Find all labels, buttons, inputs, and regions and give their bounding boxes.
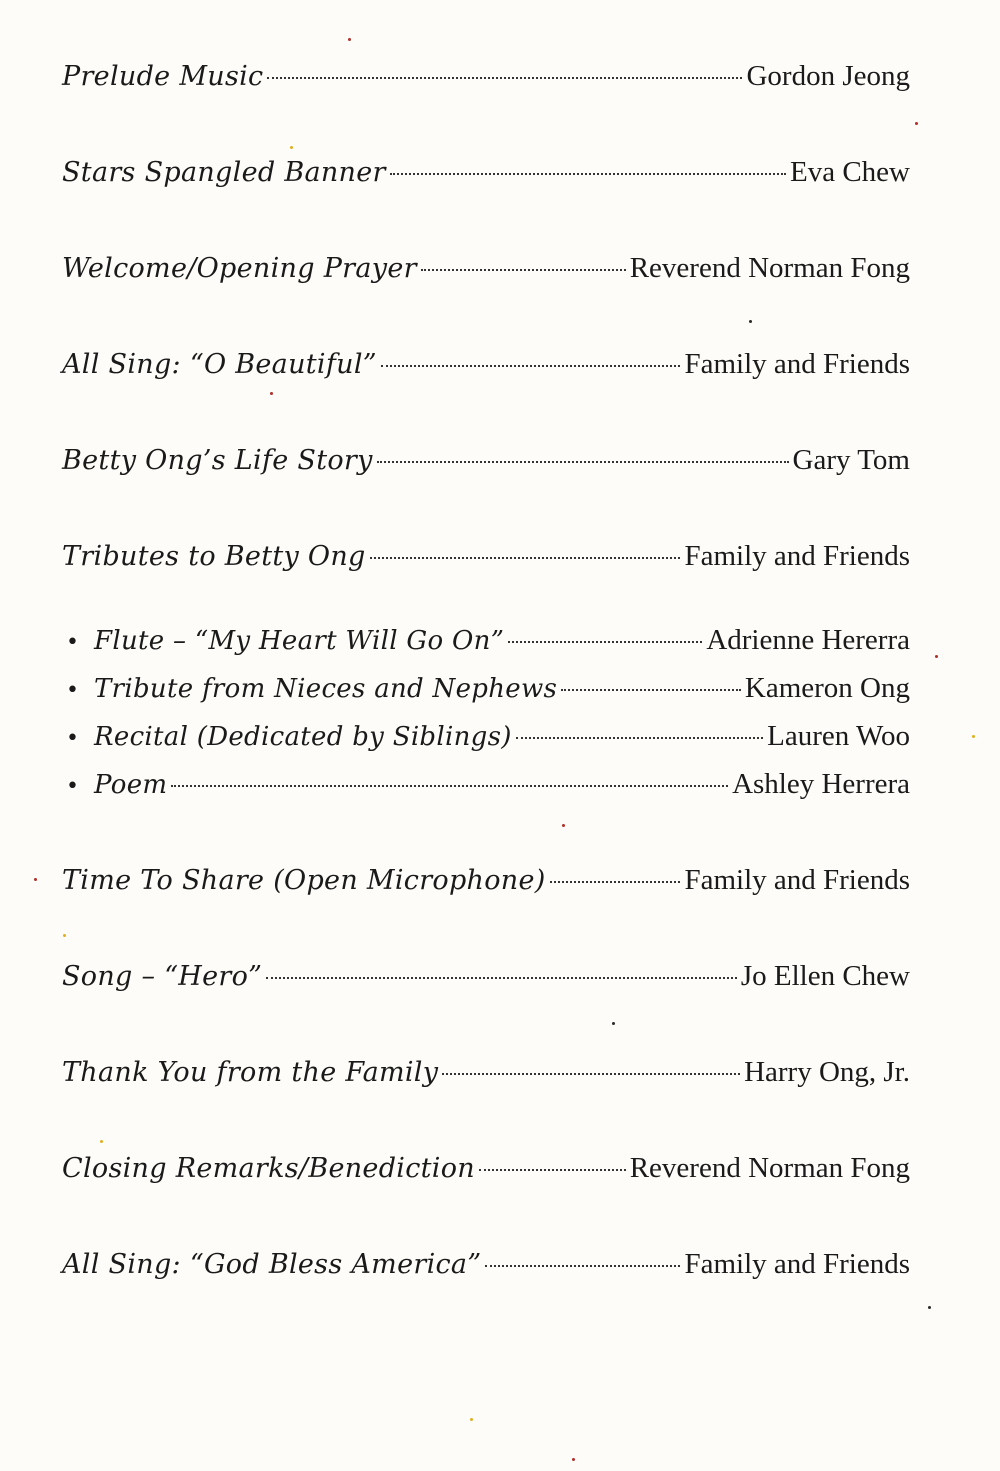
bullet-icon: • (66, 726, 79, 751)
program-row (62, 60, 910, 93)
program-item: Stars Spangled Banner (62, 157, 386, 188)
paper-speck (270, 392, 273, 395)
program-row (62, 1152, 910, 1185)
paper-speck (572, 1458, 575, 1461)
paper-speck (348, 38, 351, 41)
program-performer: Family and Friends (684, 540, 910, 572)
dot-leader (508, 641, 702, 643)
program-performer: Jo Ellen Chew (740, 960, 910, 992)
program-item: Welcome/Opening Prayer (62, 253, 417, 284)
dot-leader (485, 1265, 680, 1267)
paper-speck (34, 878, 37, 881)
program-item: Prelude Music (62, 61, 264, 92)
program-row (62, 960, 910, 993)
program-row (62, 348, 910, 381)
program-performer: Reverend Norman Fong (629, 252, 910, 284)
program-performer: Family and Friends (684, 348, 910, 380)
program-performer: Family and Friends (684, 864, 910, 896)
bullet-icon: • (66, 774, 79, 799)
dot-leader (171, 785, 728, 787)
dot-leader (550, 881, 681, 883)
dot-leader (442, 1073, 740, 1075)
dot-leader (421, 269, 626, 271)
paper-speck (63, 934, 66, 937)
dot-leader (377, 461, 789, 463)
dot-leader (561, 689, 741, 691)
dot-leader (370, 557, 681, 559)
tribute-item: Recital (Dedicated by Siblings) (94, 722, 512, 752)
tribute-performer: Adrienne Hererra (706, 624, 910, 656)
program-performer: Eva Chew (790, 156, 910, 188)
program-performer: Family and Friends (684, 1248, 910, 1280)
dot-leader (516, 737, 763, 739)
program-row (62, 444, 910, 477)
program-performer: Harry Ong, Jr. (744, 1056, 910, 1088)
program-item: All Sing: “God Bless America” (62, 1249, 482, 1280)
program-item: Thank You from the Family (62, 1057, 439, 1088)
program-row (62, 864, 910, 897)
tribute-item: Flute – “My Heart Will Go On” (94, 626, 505, 656)
tribute-performer: Lauren Woo (767, 720, 910, 752)
bullet-icon: • (66, 678, 79, 703)
program-row (62, 252, 910, 285)
program-row (62, 1248, 910, 1281)
program-performer: Gary Tom (792, 444, 910, 476)
tribute-item: Tribute from Nieces and Nephews (94, 674, 558, 704)
tribute-row (66, 672, 910, 705)
dot-leader (381, 365, 681, 367)
program-item: Betty Ong’s Life Story (62, 445, 373, 476)
dot-leader (390, 173, 786, 175)
tribute-performer: Kameron Ong (744, 672, 910, 704)
paper-speck (100, 1140, 103, 1143)
bullet-icon: • (66, 630, 79, 655)
dot-leader (266, 977, 737, 979)
program-item: Tributes to Betty Ong (62, 541, 366, 572)
program-row (62, 156, 910, 189)
program-item: Closing Remarks/Benediction (62, 1153, 475, 1184)
tribute-item: Poem (94, 770, 168, 800)
dot-leader (479, 1169, 626, 1171)
program-row (62, 540, 910, 573)
paper-speck (972, 735, 975, 738)
paper-speck (612, 1022, 615, 1025)
paper-speck (290, 146, 293, 149)
dot-leader (267, 77, 742, 79)
program-row (62, 1056, 910, 1089)
paper-speck (470, 1418, 473, 1421)
tribute-performer: Ashley Herrera (732, 768, 910, 800)
program-performer: Reverend Norman Fong (629, 1152, 910, 1184)
tribute-row (66, 768, 910, 801)
paper-speck (562, 824, 565, 827)
tribute-row (66, 624, 910, 657)
program-performer: Gordon Jeong (746, 60, 910, 92)
program-item: All Sing: “O Beautiful” (62, 349, 377, 380)
paper-speck (915, 122, 918, 125)
program-item: Song – “Hero” (62, 961, 263, 992)
tribute-row (66, 720, 910, 753)
paper-speck (749, 320, 752, 323)
paper-speck (928, 1306, 931, 1309)
paper-speck (935, 655, 938, 658)
program-item: Time To Share (Open Microphone) (62, 865, 546, 896)
